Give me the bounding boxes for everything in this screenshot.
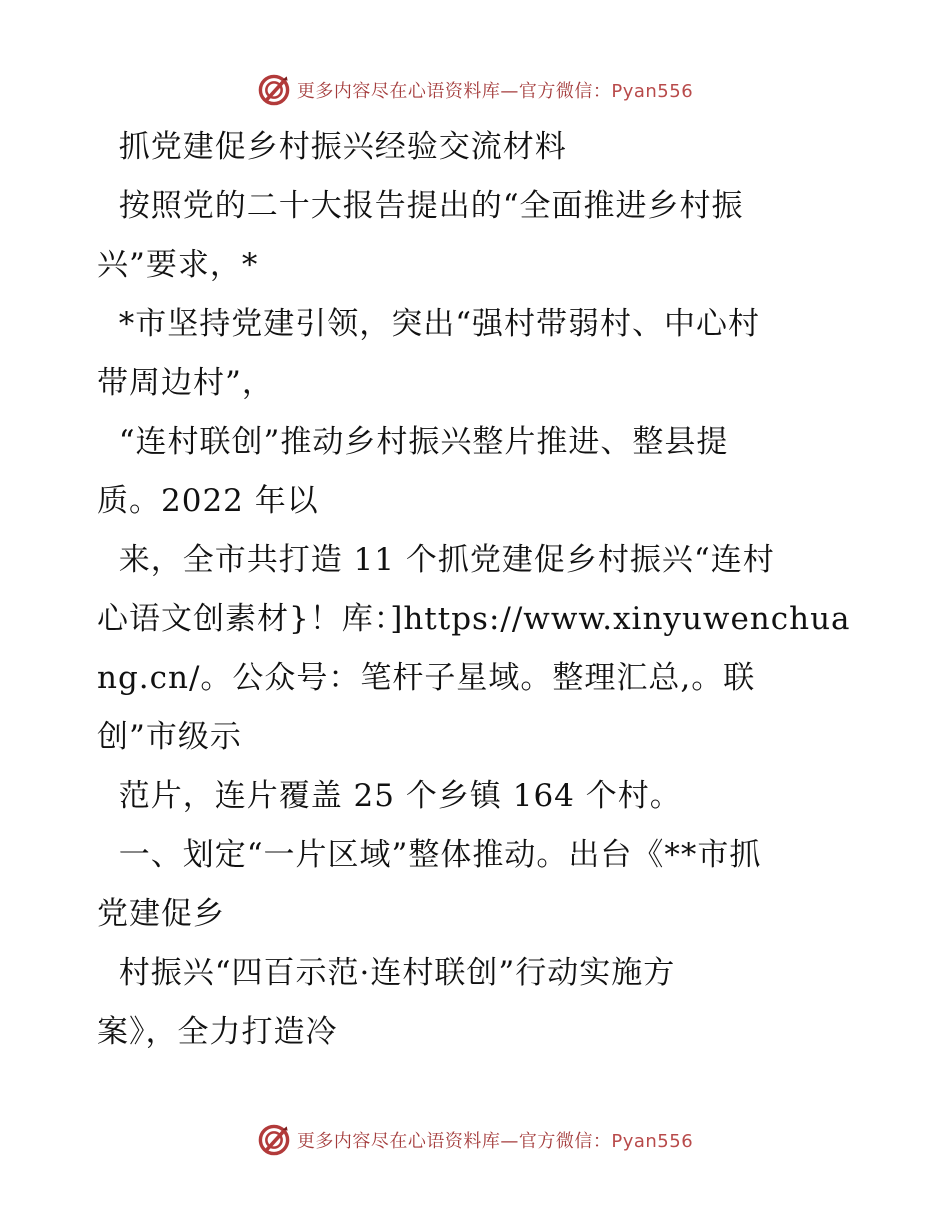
doc-line: 抓党建促乡村振兴经验交流材料 (97, 129, 567, 165)
watermark-text (297, 1127, 693, 1153)
doc-line: ng.cn/。公众号：笔杆子星域。整理汇总,。联 (97, 660, 756, 696)
doc-line: *市坚持党建引领，突出“强村带弱村、中心村 (97, 306, 761, 342)
watermark-label: 更多内容尽在心语资料库—官方微信： (296, 81, 612, 102)
watermark-text (297, 77, 693, 103)
doc-line: 兴”要求，* (97, 247, 259, 283)
doc-line: 带周边村”， (97, 365, 274, 401)
doc-line: 创”市级示 (97, 719, 242, 755)
doc-line: “连村联创”推动乡村振兴整片推进、整县提 (97, 424, 729, 460)
doc-line: 质。2022 年以 (97, 483, 319, 519)
doc-line: 来，全市共打造 11 个抓党建促乡村振兴“连村 (97, 542, 775, 578)
document-body (97, 118, 857, 1062)
header-watermark-banner (0, 70, 950, 110)
pen-logo-icon (257, 1123, 291, 1157)
doc-line: 按照党的二十大报告提出的“全面推进乡村振 (97, 188, 744, 224)
doc-line: 心语文创素材}！库：]https://www.xinyuwenchua (97, 601, 851, 637)
doc-line: 党建促乡 (97, 896, 225, 932)
doc-line: 一、划定“一片区域”整体推动。出台《**市抓 (97, 837, 762, 873)
wechat-id: Pyan556 (611, 1131, 694, 1152)
footer-watermark-banner (0, 1120, 950, 1160)
doc-line: 案》，全力打造冷 (97, 1014, 338, 1050)
pen-logo-icon (257, 73, 291, 107)
doc-line: 村振兴“四百示范·连村联创”行动实施方 (97, 955, 676, 991)
wechat-id: Pyan556 (611, 81, 694, 102)
watermark-label: 更多内容尽在心语资料库—官方微信： (296, 1131, 612, 1152)
doc-line: 范片，连片覆盖 25 个乡镇 164 个村。 (97, 778, 682, 814)
